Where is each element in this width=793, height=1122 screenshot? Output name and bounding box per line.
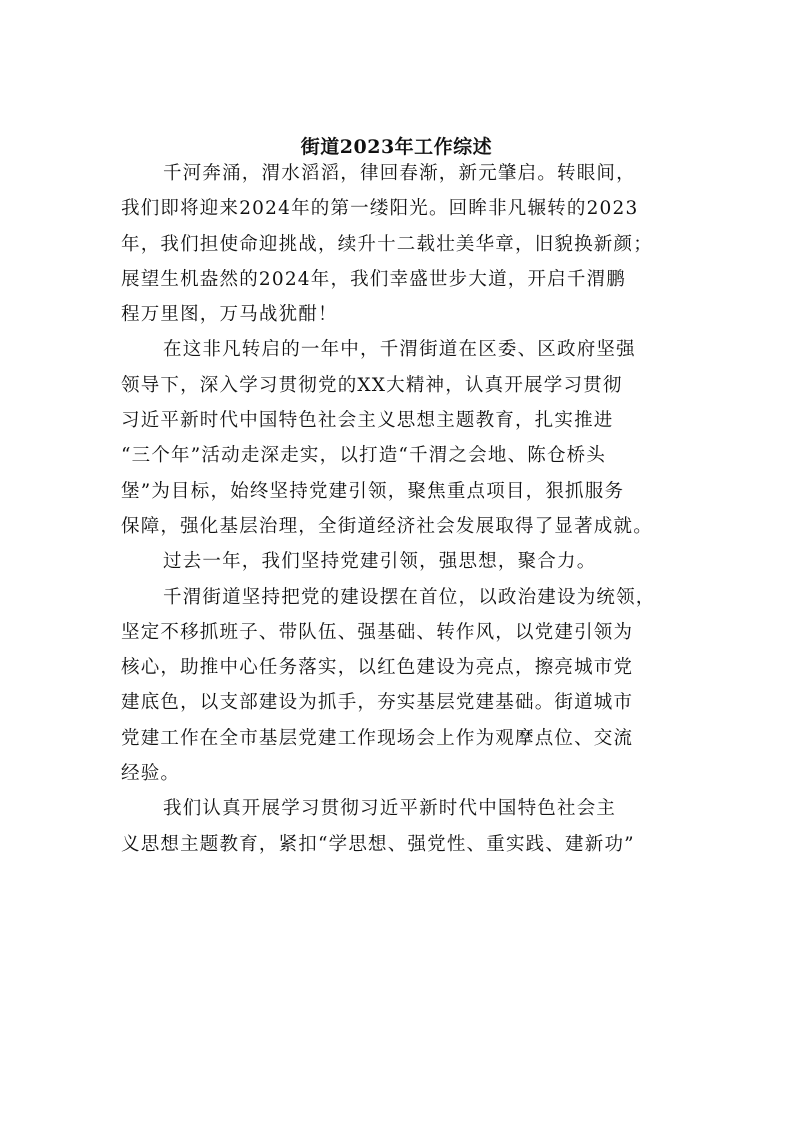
document-title: 街道2023年工作综述 — [300, 136, 493, 158]
document-body — [121, 156, 681, 862]
text-line: 习近平新时代中国特色社会主义思想主题教育，扎实推进 — [121, 410, 614, 432]
text-line: 义思想主题教育，紧扣“学思想、强党性、重实践、建新功” — [121, 833, 635, 855]
text-line: 建底色，以支部建设为抓手，夯实基层党建基础。街道城市 — [121, 692, 634, 714]
text-line: 千河奔涌，渭水滔滔，律回春渐，新元肇启。转眼间， — [163, 163, 636, 184]
text-line: 千渭街道坚持把党的建设摆在首位，以政治建设为统领， — [163, 586, 656, 608]
text-line: 我们认真开展学习贯彻习近平新时代中国特色社会主 — [163, 798, 617, 820]
text-line: 领导下，深入学习贯彻党的XX大精神，认真开展学习贯彻 — [121, 374, 623, 396]
text-line: 过去一年，我们坚持党建引领，强思想，聚合力。 — [163, 551, 597, 573]
text-line: 年，我们担使命迎挑战，续升十二载壮美华章，旧貌换新颜； — [121, 233, 653, 255]
text-line: 程万里图，万马战犹酣！ — [121, 304, 338, 326]
text-line: 坚定不移抓班子、带队伍、强基础、转作风，以党建引领为 — [121, 621, 634, 643]
text-line: 展望生机盎然的2024年，我们幸盛世步大道，开启千渭鹏 — [121, 268, 626, 290]
text-line: 在这非凡转启的一年中，千渭街道在区委、区政府坚强 — [163, 339, 636, 361]
text-line: 堡”为目标，始终坚持党建引领，聚焦重点项目，狠抓服务 — [121, 480, 625, 502]
text-line: 经验。 — [121, 763, 181, 785]
text-line: 核心，助推中心任务落实，以红色建设为亮点，擦亮城市党 — [121, 657, 634, 679]
text-line: 我们即将迎来2024年的第一缕阳光。回眸非凡辗转的2023 — [121, 198, 639, 220]
text-line: 保障，强化基层治理，全街道经济社会发展取得了显著成就。 — [121, 515, 653, 537]
text-line: 党建工作在全市基层党建工作现场会上作为观摩点位、交流 — [121, 727, 634, 749]
text-line: “三个年”活动走深走实，以打造“千渭之会地、陈仓桥头 — [121, 445, 607, 467]
